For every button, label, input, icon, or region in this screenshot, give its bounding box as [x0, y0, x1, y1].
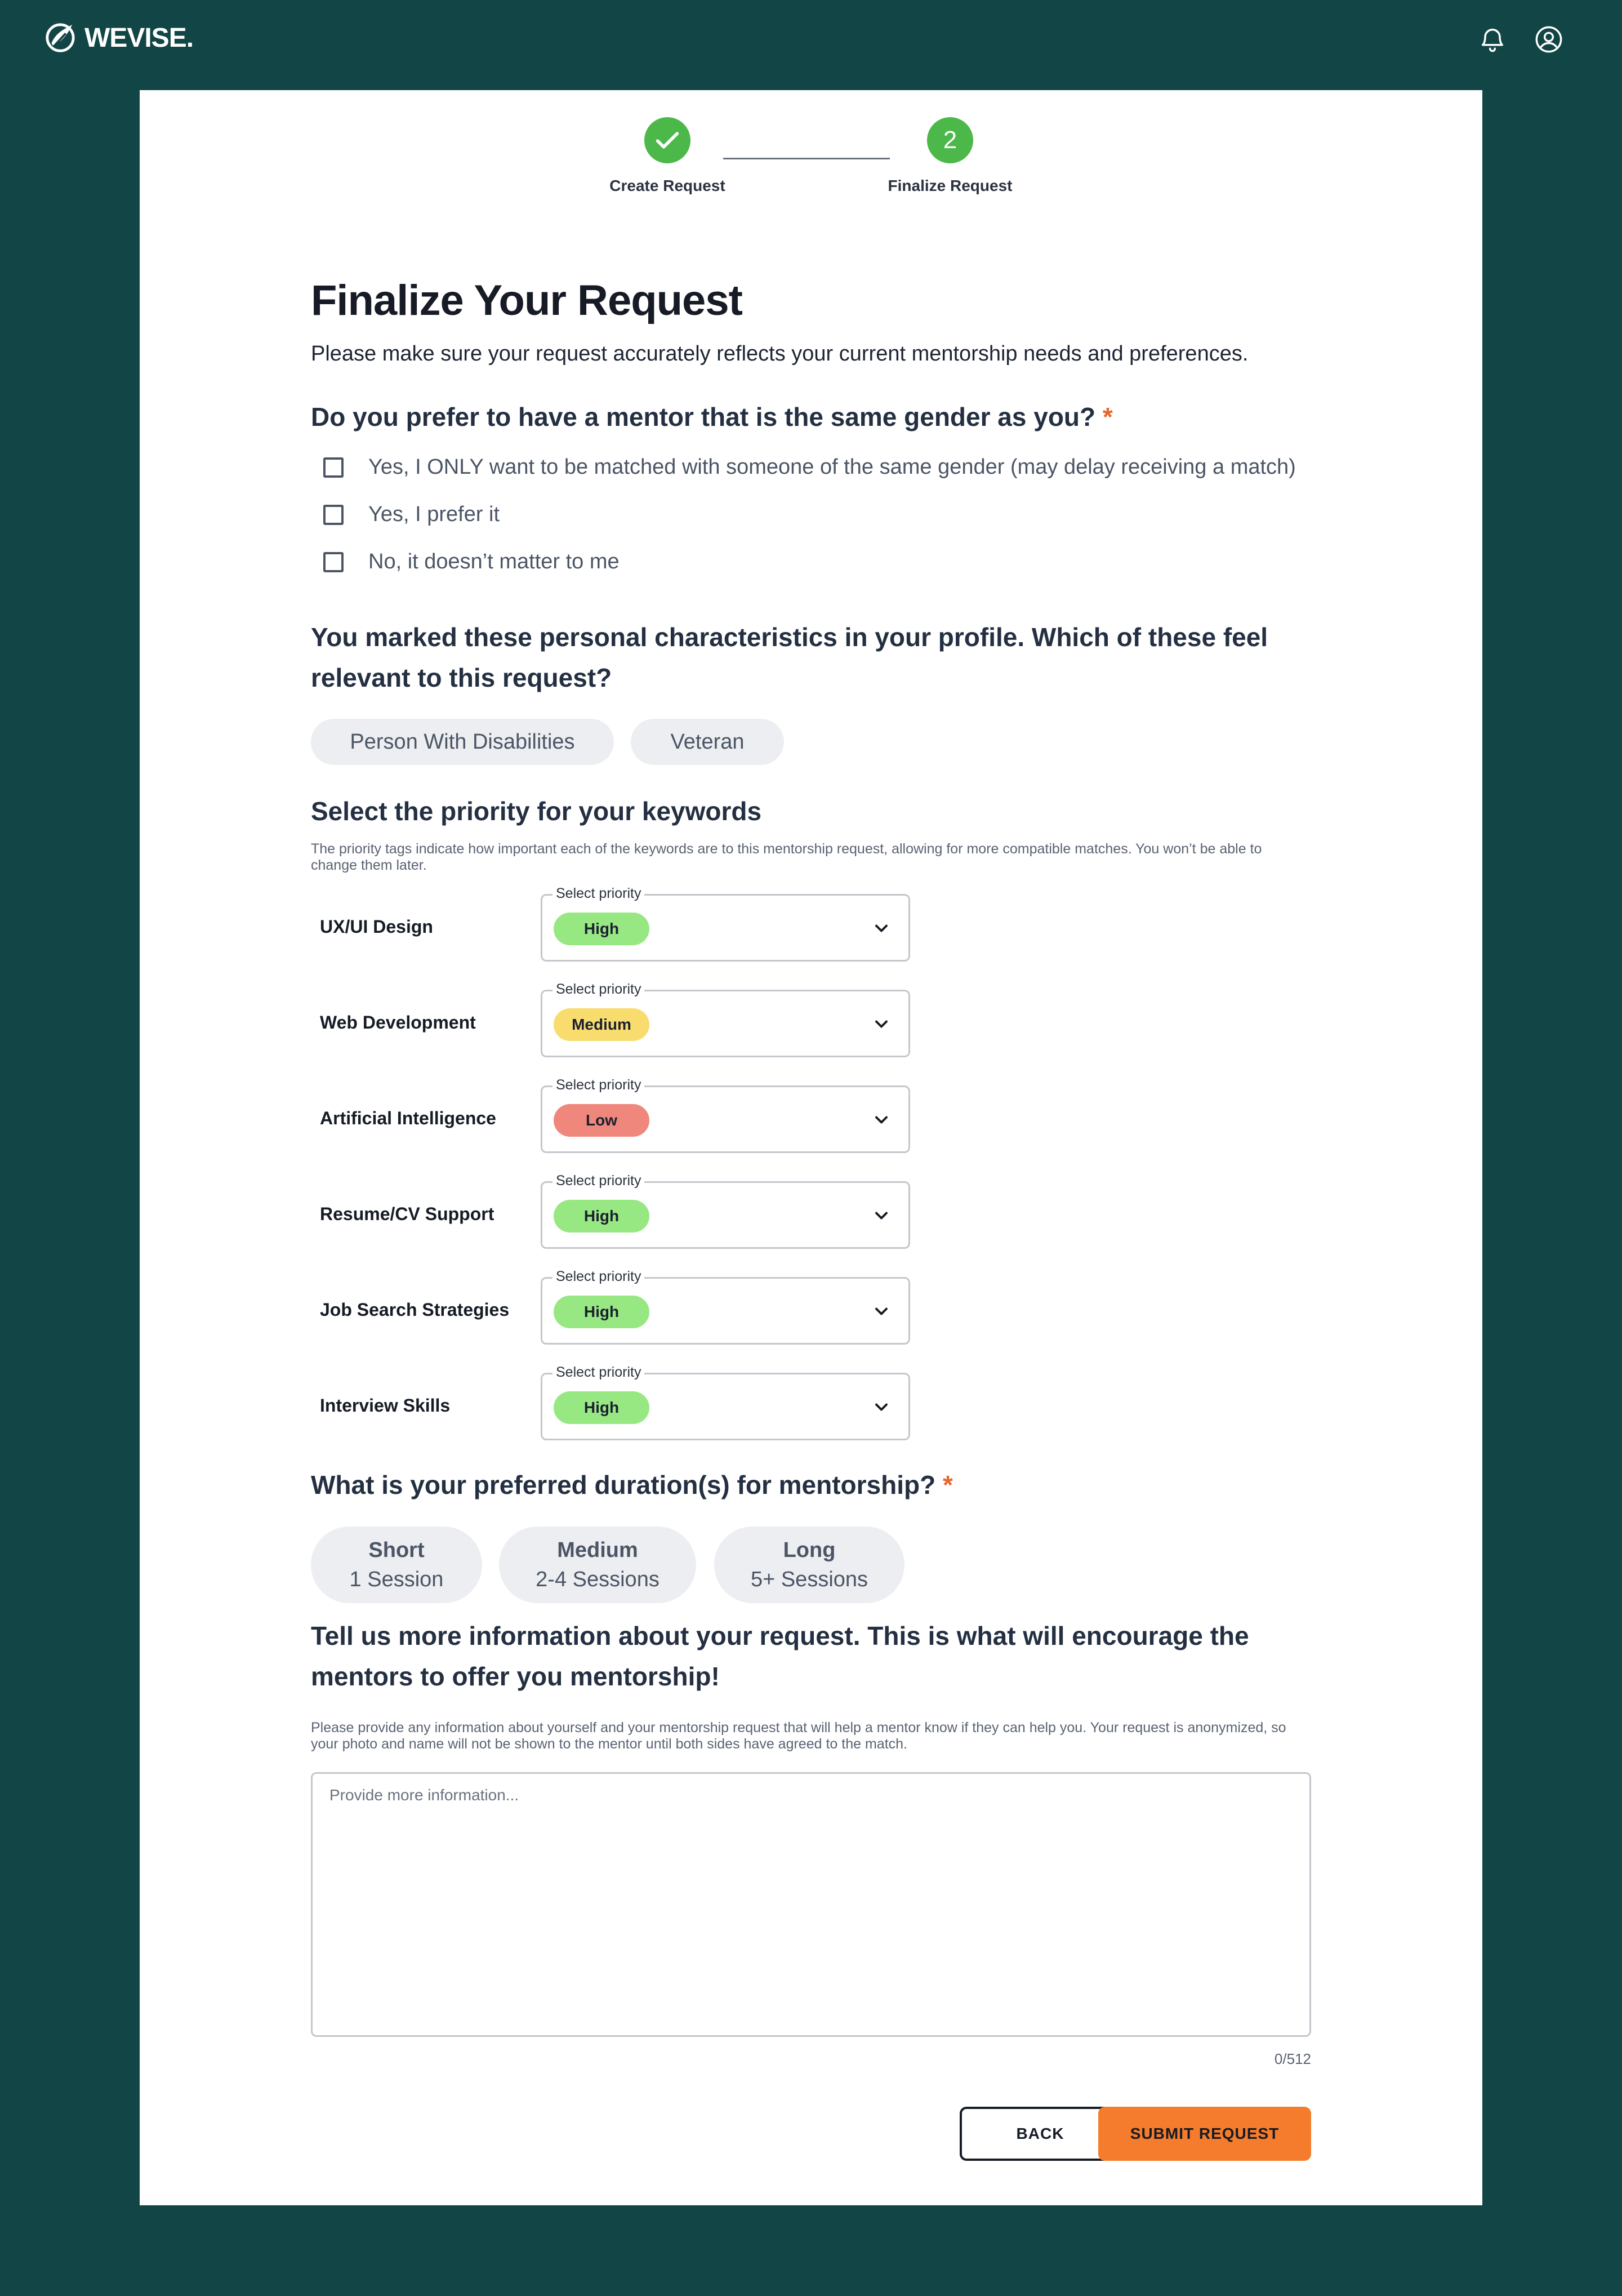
duration-name: Short: [368, 1538, 425, 1562]
select-legend: Select priority: [552, 886, 644, 902]
priority-select[interactable]: [541, 1364, 910, 1440]
keyword-label: Job Search Strategies: [320, 1300, 510, 1320]
keyword-label: UX/UI Design: [320, 916, 433, 937]
gender-option-no-matter[interactable]: [323, 550, 620, 574]
priority-heading: Select the priority for your keywords: [311, 797, 762, 826]
check-icon: [653, 126, 682, 155]
account-button[interactable]: [1533, 24, 1565, 55]
step-1-label: Create Request: [609, 177, 725, 194]
required-mark: *: [1102, 402, 1113, 431]
priority-select[interactable]: [541, 1077, 910, 1153]
textarea-placeholder: Provide more information...: [329, 1786, 519, 1804]
chevron-down-icon: [871, 1397, 892, 1417]
more-info-textarea[interactable]: [311, 1772, 1311, 2037]
checkbox[interactable]: [323, 505, 344, 525]
step-1-complete: [644, 117, 690, 163]
select-legend: Select priority: [552, 1364, 644, 1381]
duration-medium[interactable]: [499, 1527, 696, 1603]
back-button[interactable]: BACK: [960, 2107, 1121, 2161]
option-label: Yes, I prefer it: [368, 502, 500, 526]
option-label: No, it doesn’t matter to me: [368, 550, 620, 573]
request-form-card: [140, 90, 1482, 2205]
brand-logo[interactable]: [44, 21, 193, 54]
priority-select[interactable]: [541, 981, 910, 1057]
priority-select[interactable]: [541, 1173, 910, 1249]
bell-icon: [1478, 25, 1507, 54]
priority-pill: Medium: [554, 1008, 649, 1041]
keyword-label: Web Development: [320, 1012, 476, 1033]
option-label: Yes, I ONLY want to be matched with someone of the same gender (may delay receiving a match): [368, 455, 1296, 479]
chevron-down-icon: [871, 1110, 892, 1130]
checkbox[interactable]: [323, 457, 344, 478]
characteristics-question: You marked these personal characteristics in your profile. Which of these feel relevant to this request?: [311, 622, 1268, 692]
step-connector: [723, 158, 890, 159]
user-circle-icon: [1534, 25, 1563, 54]
brand-name: WEVISE.: [84, 23, 194, 53]
priority-select[interactable]: [541, 886, 910, 962]
chip-veteran[interactable]: Veteran: [631, 719, 784, 765]
gender-question-label: Do you prefer to have a mentor that is the same gender as you?: [311, 402, 1096, 431]
checkbox[interactable]: [323, 552, 344, 572]
duration-question: [311, 1465, 1311, 1505]
keyword-label: Interview Skills: [320, 1395, 451, 1416]
notifications-button[interactable]: [1477, 24, 1508, 55]
logo-icon: [44, 21, 77, 54]
duration-detail: 2-4 Sessions: [536, 1568, 660, 1591]
duration-long[interactable]: [714, 1527, 904, 1603]
duration-question-label: What is your preferred duration(s) for mentorship?: [311, 1470, 936, 1499]
duration-name: Medium: [557, 1538, 638, 1562]
step-2-label: Finalize Request: [888, 177, 1013, 194]
keyword-label: Resume/CV Support: [320, 1204, 494, 1224]
duration-detail: 5+ Sessions: [750, 1568, 868, 1591]
priority-pill: High: [554, 1200, 649, 1232]
chevron-down-icon: [871, 918, 892, 938]
page-subtitle: Please make sure your request accurately reflects your current mentorship needs and preferences.: [311, 342, 1249, 366]
more-info-question: Tell us more information about your request. This is what will encourage the mentors to offer you mentorship!: [311, 1621, 1249, 1691]
top-bar: [0, 0, 1622, 79]
priority-pill: High: [554, 913, 649, 945]
select-legend: Select priority: [552, 1269, 644, 1285]
page-title: Finalize Your Request: [311, 277, 742, 324]
select-legend: Select priority: [552, 1077, 644, 1093]
priority-select[interactable]: [541, 1269, 910, 1345]
more-info-helper: Please provide any information about yourself and your mentorship request that will help a mentor know if they can help you. Your request is anonymized, so your photo and name will not be shown to the mentor until both sides have agreed to the match.: [311, 1720, 1286, 1752]
step-2-current: 2: [927, 117, 973, 163]
gender-option-prefer[interactable]: [323, 502, 500, 527]
chevron-down-icon: [871, 1205, 892, 1226]
gender-option-only-same[interactable]: [323, 455, 1296, 479]
submit-request-button[interactable]: SUBMIT REQUEST: [1098, 2107, 1311, 2161]
duration-short[interactable]: [311, 1527, 482, 1603]
priority-pill: Low: [554, 1104, 649, 1137]
priority-helper: The priority tags indicate how important each of the keywords are to this mentorship request, allowing for more compatible matches. You won’t be able to change them later.: [311, 841, 1262, 873]
priority-pill: High: [554, 1391, 649, 1424]
chevron-down-icon: [871, 1301, 892, 1321]
keyword-label: Artificial Intelligence: [320, 1108, 496, 1128]
character-counter: 0/512: [1274, 2050, 1311, 2067]
select-legend: Select priority: [552, 1173, 644, 1189]
required-mark: *: [942, 1470, 953, 1499]
priority-pill: High: [554, 1296, 649, 1328]
select-legend: Select priority: [552, 981, 644, 998]
chevron-down-icon: [871, 1014, 892, 1034]
duration-name: Long: [783, 1538, 836, 1562]
duration-detail: 1 Session: [349, 1568, 444, 1591]
chip-person-with-disabilities[interactable]: Person With Disabilities: [311, 719, 614, 765]
gender-question: [311, 397, 1311, 437]
